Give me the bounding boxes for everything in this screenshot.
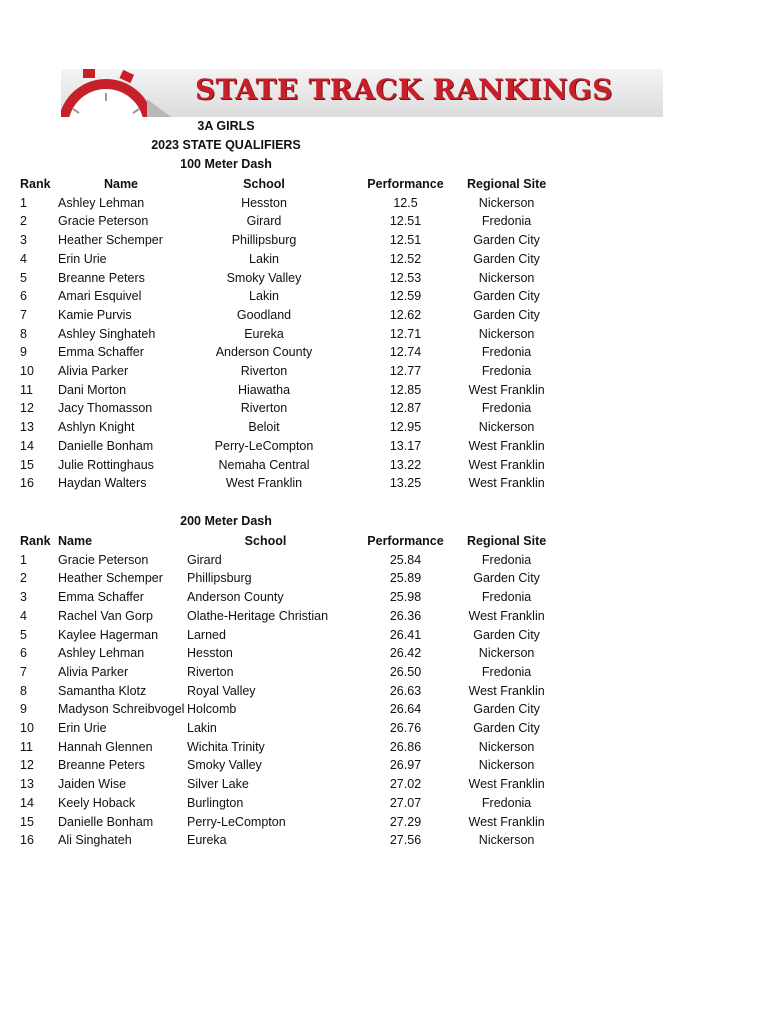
site-cell: Garden City	[473, 233, 540, 248]
performance-header: Performance	[367, 534, 444, 548]
name-cell: Ashley Lehman	[58, 646, 145, 661]
site-cell: Fredonia	[481, 552, 532, 567]
performance-cell: 12.74	[389, 345, 422, 360]
rank-cell: 2	[20, 214, 27, 229]
site-cell: Nickerson	[478, 833, 535, 848]
banner-title: STATE TRACK RANKINGS	[195, 73, 613, 106]
rank-cell: 6	[20, 646, 27, 661]
table-row	[20, 456, 546, 475]
name-cell: Alivia Parker	[58, 364, 129, 379]
table-row	[20, 626, 546, 645]
performance-header: Performance	[367, 177, 444, 191]
name-cell: Rachel Van Gorp	[58, 608, 153, 623]
site-header: Regional Site	[467, 534, 547, 548]
name-cell: Jacy Thomasson	[58, 401, 153, 416]
performance-cell: 26.64	[389, 702, 422, 717]
site-cell: West Franklin	[468, 608, 545, 623]
rank-cell: 5	[20, 270, 27, 285]
table-row	[20, 474, 546, 493]
table-header-row	[20, 175, 546, 194]
site-cell: Garden City	[473, 702, 540, 717]
table-row	[20, 306, 546, 325]
performance-cell: 26.86	[389, 739, 422, 754]
site-cell: West Franklin	[468, 457, 545, 472]
performance-cell: 27.56	[389, 833, 422, 848]
site-cell: Garden City	[473, 721, 540, 736]
table-row	[20, 775, 546, 794]
table-row	[20, 269, 546, 288]
performance-cell: 12.71	[389, 326, 422, 341]
table-header-row	[20, 532, 546, 551]
rank-cell: 3	[20, 233, 27, 248]
table-row	[20, 325, 546, 344]
name-cell: Danielle Bonham	[58, 438, 154, 453]
table-row	[20, 362, 546, 381]
performance-cell: 25.84	[389, 552, 422, 567]
performance-cell: 12.62	[389, 307, 422, 322]
site-cell: West Franklin	[468, 777, 545, 792]
site-cell: Garden City	[473, 627, 540, 642]
rank-header: Rank	[20, 177, 51, 191]
name-cell: Kamie Purvis	[58, 307, 132, 322]
name-cell: Heather Schemper	[58, 233, 163, 248]
table-row	[20, 700, 546, 719]
school-cell: Beloit	[248, 420, 280, 435]
site-cell: Nickerson	[478, 758, 535, 773]
site-cell: Nickerson	[478, 739, 535, 754]
site-cell: Fredonia	[481, 795, 532, 810]
site-cell: Nickerson	[478, 195, 535, 210]
school-cell: Hesston	[241, 195, 287, 210]
school-cell: Goodland	[236, 307, 292, 322]
school-cell: Hiawatha	[237, 382, 291, 397]
table-row	[20, 551, 546, 570]
school-cell: Larned	[187, 627, 226, 642]
school-cell: Royal Valley	[187, 683, 256, 698]
name-cell: Keely Hoback	[58, 795, 136, 810]
name-cell: Breanne Peters	[58, 270, 145, 285]
rank-cell: 3	[20, 590, 27, 605]
performance-cell: 13.22	[389, 457, 422, 472]
name-cell: Breanne Peters	[58, 758, 145, 773]
school-cell: Eureka	[244, 326, 284, 341]
site-cell: Fredonia	[481, 401, 532, 416]
performance-cell: 12.77	[389, 364, 422, 379]
rank-cell: 2	[20, 571, 27, 586]
table-row	[20, 194, 546, 213]
name-cell: Ashley Singhateh	[58, 326, 156, 341]
table-row	[20, 644, 546, 663]
performance-cell: 12.85	[389, 382, 422, 397]
site-cell: Nickerson	[478, 326, 535, 341]
name-cell: Ashlyn Knight	[58, 420, 135, 435]
rank-cell: 10	[20, 364, 34, 379]
name-cell: Julie Rottinghaus	[58, 457, 154, 472]
table-row	[20, 607, 546, 626]
table-row	[20, 663, 546, 682]
rank-cell: 9	[20, 702, 27, 717]
table-row	[20, 399, 546, 418]
site-cell: Fredonia	[481, 364, 532, 379]
performance-cell: 12.95	[389, 420, 422, 435]
name-cell: Erin Urie	[58, 721, 107, 736]
school-cell: Girard	[187, 552, 222, 567]
rank-cell: 13	[20, 420, 34, 435]
rank-cell: 11	[20, 382, 33, 397]
name-cell: Emma Schaffer	[58, 345, 144, 360]
school-cell: Nemaha Central	[218, 457, 310, 472]
performance-cell: 26.97	[389, 758, 422, 773]
name-cell: Madyson Schreibvogel	[58, 702, 185, 717]
school-cell: Lakin	[249, 289, 279, 304]
school-cell: Anderson County	[187, 590, 284, 605]
rank-cell: 10	[20, 721, 34, 736]
rank-cell: 4	[20, 251, 27, 266]
rank-cell: 13	[20, 777, 34, 792]
performance-cell: 12.5	[393, 195, 418, 210]
performance-cell: 26.76	[389, 721, 422, 736]
site-cell: West Franklin	[468, 683, 545, 698]
site-cell: West Franklin	[468, 476, 545, 491]
name-cell: Heather Schemper	[58, 571, 163, 586]
category-heading: 3A GIRLS	[197, 119, 255, 133]
performance-cell: 13.17	[389, 438, 422, 453]
table-row	[20, 381, 546, 400]
site-header: Regional Site	[467, 177, 547, 191]
name-cell: Samantha Klotz	[58, 683, 147, 698]
rank-cell: 12	[20, 758, 34, 773]
rank-cell: 9	[20, 345, 27, 360]
site-cell: Nickerson	[478, 646, 535, 661]
performance-cell: 26.36	[389, 608, 422, 623]
table-row	[20, 831, 546, 850]
name-cell: Erin Urie	[58, 251, 107, 266]
rank-header: Rank	[20, 534, 51, 548]
performance-cell: 26.42	[389, 646, 422, 661]
table-row	[20, 682, 546, 701]
performance-cell: 12.53	[389, 270, 422, 285]
rank-cell: 12	[20, 401, 34, 416]
school-cell: Hesston	[187, 646, 233, 661]
name-cell: Jaiden Wise	[58, 777, 127, 792]
event-title-200m: 200 Meter Dash	[180, 514, 272, 528]
site-cell: Fredonia	[481, 664, 532, 679]
school-cell: Silver Lake	[187, 777, 249, 792]
table-row	[20, 437, 546, 456]
rank-cell: 1	[20, 552, 27, 567]
rank-cell: 6	[20, 289, 27, 304]
performance-cell: 13.25	[389, 476, 422, 491]
rank-cell: 8	[20, 326, 27, 341]
performance-cell: 12.87	[389, 401, 422, 416]
name-cell: Kaylee Hagerman	[58, 627, 159, 642]
table-row	[20, 588, 546, 607]
school-cell: Wichita Trinity	[187, 739, 265, 754]
subtitle-heading: 2023 STATE QUALIFIERS	[151, 138, 301, 152]
school-cell: West Franklin	[225, 476, 303, 491]
table-row	[20, 250, 546, 269]
rank-cell: 14	[20, 438, 34, 453]
performance-cell: 12.59	[389, 289, 422, 304]
performance-cell: 12.52	[389, 251, 422, 266]
site-cell: Garden City	[473, 571, 540, 586]
school-cell: Perry-LeCompton	[214, 438, 314, 453]
performance-cell: 26.50	[389, 664, 422, 679]
school-cell: Riverton	[240, 401, 288, 416]
table-row	[20, 813, 546, 832]
school-cell: Burlington	[187, 795, 244, 810]
performance-cell: 12.51	[389, 233, 422, 248]
school-cell: Lakin	[249, 251, 279, 266]
name-cell: Danielle Bonham	[58, 814, 154, 829]
name-header: Name	[58, 534, 93, 548]
rank-cell: 16	[20, 833, 34, 848]
school-cell: Phillipsburg	[187, 571, 252, 586]
site-cell: Nickerson	[478, 420, 535, 435]
site-cell: Nickerson	[478, 270, 535, 285]
rank-cell: 8	[20, 683, 27, 698]
site-cell: Fredonia	[481, 214, 532, 229]
school-cell: Eureka	[187, 833, 227, 848]
name-cell: Alivia Parker	[58, 664, 129, 679]
rank-cell: 16	[20, 476, 34, 491]
school-cell: Olathe-Heritage Christian	[187, 608, 329, 623]
site-cell: Fredonia	[481, 345, 532, 360]
school-cell: Smoky Valley	[187, 758, 262, 773]
table-row	[20, 756, 546, 775]
results-table-100m	[20, 175, 546, 493]
rank-cell: 14	[20, 795, 34, 810]
name-cell: Hannah Glennen	[58, 739, 153, 754]
performance-cell: 25.89	[389, 571, 422, 586]
table-row	[20, 418, 546, 437]
school-cell: Anderson County	[215, 345, 313, 360]
name-cell: Emma Schaffer	[58, 590, 144, 605]
school-cell: Holcomb	[187, 702, 237, 717]
table-row	[20, 287, 546, 306]
results-table-200m	[20, 532, 546, 850]
performance-cell: 25.98	[389, 590, 422, 605]
school-cell: Lakin	[187, 721, 217, 736]
performance-cell: 27.07	[389, 795, 422, 810]
rank-cell: 15	[20, 814, 34, 829]
rank-cell: 15	[20, 457, 34, 472]
rank-cell: 5	[20, 627, 27, 642]
table-row	[20, 231, 546, 250]
rank-cell: 4	[20, 608, 27, 623]
school-cell: Perry-LeCompton	[187, 814, 286, 829]
site-cell: Garden City	[473, 307, 540, 322]
table-row	[20, 719, 546, 738]
site-cell: West Franklin	[468, 814, 545, 829]
school-cell: Girard	[246, 214, 282, 229]
table-row	[20, 212, 546, 231]
performance-cell: 26.41	[389, 627, 422, 642]
name-cell: Ashley Lehman	[58, 195, 145, 210]
name-cell: Ali Singhateh	[58, 833, 132, 848]
school-header: School	[244, 534, 287, 548]
rank-cell: 7	[20, 664, 27, 679]
table-row	[20, 794, 546, 813]
school-cell: Riverton	[187, 664, 234, 679]
table-row	[20, 569, 546, 588]
name-cell: Gracie Peterson	[58, 552, 149, 567]
school-cell: Smoky Valley	[226, 270, 302, 285]
banner	[61, 69, 663, 117]
performance-cell: 12.51	[389, 214, 422, 229]
table-row	[20, 738, 546, 757]
school-cell: Riverton	[240, 364, 288, 379]
site-cell: West Franklin	[468, 438, 545, 453]
school-cell: Phillipsburg	[231, 233, 297, 248]
site-cell: Garden City	[473, 251, 540, 266]
rank-cell: 7	[20, 307, 27, 322]
site-cell: West Franklin	[468, 382, 545, 397]
name-cell: Gracie Peterson	[58, 214, 149, 229]
stopwatch-icon	[61, 69, 171, 117]
performance-cell: 27.02	[389, 777, 422, 792]
name-cell: Amari Esquivel	[58, 289, 142, 304]
site-cell: Fredonia	[481, 590, 532, 605]
rank-cell: 11	[20, 739, 33, 754]
rank-cell: 1	[20, 195, 27, 210]
name-cell: Dani Morton	[58, 382, 127, 397]
school-header: School	[243, 177, 285, 191]
site-cell: Garden City	[473, 289, 540, 304]
event-title-100m: 100 Meter Dash	[180, 157, 272, 171]
name-header: Name	[103, 177, 139, 191]
name-cell: Haydan Walters	[58, 476, 147, 491]
performance-cell: 26.63	[389, 683, 422, 698]
table-row	[20, 343, 546, 362]
performance-cell: 27.29	[389, 814, 422, 829]
